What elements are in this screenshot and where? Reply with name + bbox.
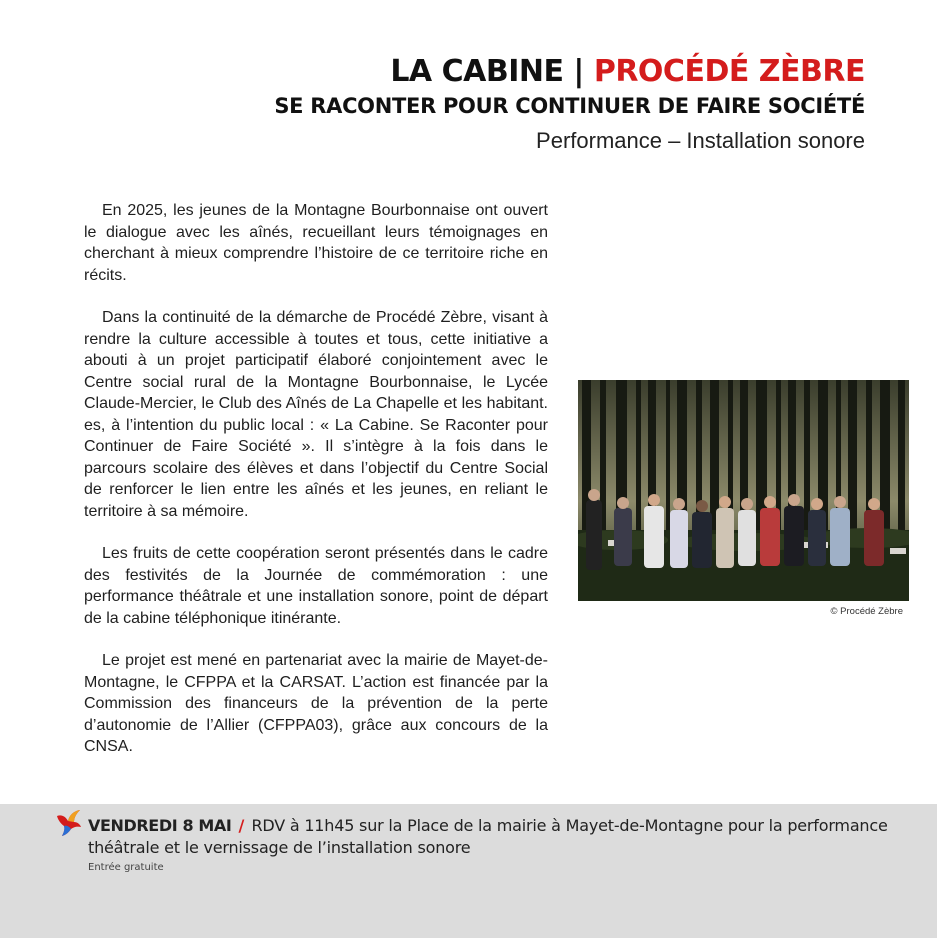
title-company: PROCÉDÉ ZÈBRE	[593, 54, 865, 89]
paragraph-project: Dans la continuité de la démarche de Procédé Zèbre, visant à rendre la culture accessible à toutes et tous, cette initiative a abouti à un projet participatif élaboré conjointement avec le Centre social rural de la Montagne Bourbonnaise, le Lycée Claude-Mercier, le Club des Aînés de La Chapelle et les habitant. es, à l’intention du public local : « La Cabine. Se Raconter pour Continuer de Faire Société ». Il s’intègre à la fois dans le parcours scolaire des élèves et dans l’objectif du Centre Social de renforcer le lien entre les aînés et les jeunes, en reliant le territoire à sa mémoire.	[84, 309, 548, 520]
paragraph-presentation: Les fruits de cette coopération seront présentés dans le cadre des festivités de la Journée de commémoration : une performance théâtrale et une installation sonore, point de départ de la cabine téléphonique itinérante.	[84, 545, 548, 627]
event-date: VENDREDI 8 MAI	[88, 816, 232, 835]
title-separator: |	[573, 54, 584, 89]
page-title	[274, 52, 865, 92]
photo-credit: © Procédé Zèbre	[830, 606, 903, 617]
forest-group-illustration	[578, 380, 909, 601]
entry-fee: Entrée gratuite	[88, 862, 164, 873]
paragraph-intro: En 2025, les jeunes de la Montagne Bourbonnaise ont ouvert le dialogue avec les aînés, recueillant leurs témoignages en cherchant à mieux comprendre l’histoire de ce territoire riche en récits.	[84, 202, 548, 284]
article-body	[84, 200, 548, 779]
date-separator: /	[238, 816, 245, 835]
page-header	[274, 52, 865, 158]
group-photo	[578, 380, 909, 601]
event-info: RDV à 11h45 sur la Place de la mairie à Mayet-de-Montagne pour la performance théâtrale et le vernissage de l’installation sonore	[88, 816, 888, 857]
event-details	[88, 815, 888, 859]
bird-logo-icon	[54, 808, 84, 838]
event-kind: Performance – Installation sonore	[536, 128, 865, 153]
title-main: LA CABINE	[390, 54, 564, 89]
page-subtitle: SE RACONTER POUR CONTINUER DE FAIRE SOCIÉTÉ	[274, 94, 865, 118]
paragraph-partners: Le projet est mené en partenariat avec la mairie de Mayet-de-Montagne, le CFPPA et la CARSAT. L’action est financée par la Commission des financeurs de la prévention de la perte d’autonomie de l’Allier (CFPPA03), grâce aux concours de la CNSA.	[84, 652, 548, 755]
